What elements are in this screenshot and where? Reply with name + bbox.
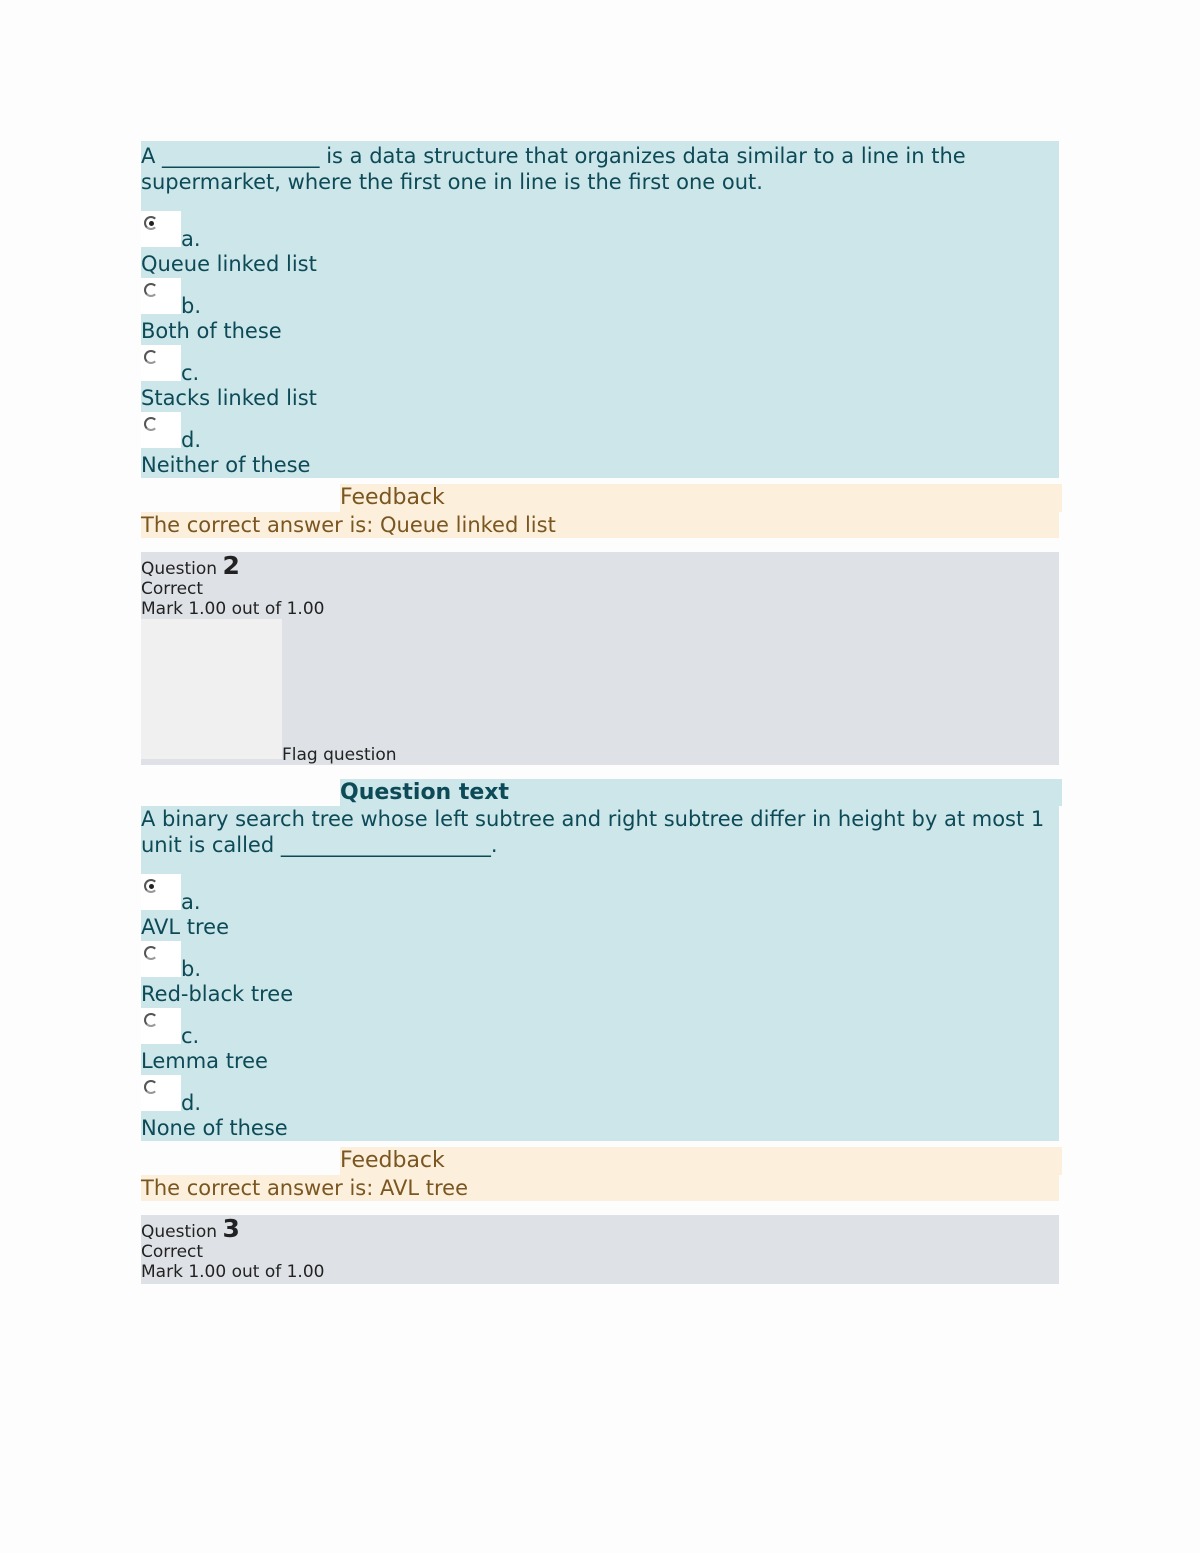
question-number	[141, 1215, 1059, 1242]
flag-question-link[interactable]: Flag question	[282, 745, 397, 765]
answer-option[interactable]	[141, 941, 1059, 1008]
radio-button[interactable]	[144, 1080, 158, 1094]
question-mark: Mark 1.00 out of 1.00	[141, 1262, 325, 1282]
answer-text: Lemma tree	[141, 1049, 268, 1073]
question-1-text: A _______________ is a data structure that organizes data similar to a line in the supermarket, where the first one in line is the first one out.	[141, 144, 966, 194]
answer-letter: d.	[181, 1091, 202, 1115]
answer-letter: a.	[181, 227, 201, 251]
radio-box	[141, 1008, 181, 1044]
question-number	[141, 552, 1059, 579]
answer-text: Both of these	[141, 319, 282, 343]
answer-option[interactable]	[141, 412, 1059, 476]
quiz-review-page	[141, 141, 1059, 1284]
answer-text: AVL tree	[141, 915, 230, 939]
question-2-content	[141, 806, 1059, 1141]
answer-text: Neither of these	[141, 453, 311, 477]
feedback-text: The correct answer is: Queue linked list	[141, 512, 1059, 538]
flag-area	[141, 619, 1059, 765]
feedback-heading: Feedback	[340, 1147, 1062, 1175]
radio-button-checked[interactable]	[144, 216, 158, 230]
answer-option[interactable]	[141, 278, 1059, 345]
question-2-info	[141, 552, 1059, 765]
radio-button[interactable]	[144, 1013, 158, 1027]
radio-button[interactable]	[144, 946, 158, 960]
question-mark: Mark 1.00 out of 1.00	[141, 599, 325, 619]
question-text-heading-wrap	[141, 779, 1059, 806]
radio-box	[141, 278, 181, 314]
feedback-1	[141, 484, 1059, 538]
question-label: Question	[141, 1222, 223, 1242]
feedback-2	[141, 1147, 1059, 1201]
question-state: Correct	[141, 1242, 204, 1262]
answer-text: None of these	[141, 1116, 288, 1140]
radio-box	[141, 211, 181, 247]
answer-letter: a.	[181, 890, 201, 914]
answer-letter: b.	[181, 294, 202, 318]
answer-letter: d.	[181, 428, 202, 452]
answer-text: Queue linked list	[141, 252, 317, 276]
answer-letter: c.	[181, 361, 200, 385]
question-state: Correct	[141, 579, 204, 599]
radio-button[interactable]	[144, 283, 158, 297]
answer-option[interactable]	[141, 1008, 1059, 1075]
question-2-text: A binary search tree whose left subtree and right subtree differ in height by at most 1 unit is called ____________________.	[141, 807, 1045, 857]
answer-option[interactable]	[141, 345, 1059, 412]
radio-box	[141, 412, 181, 448]
radio-box	[141, 1075, 181, 1111]
answer-option[interactable]	[141, 1075, 1059, 1139]
question-2-answers	[141, 874, 1059, 1141]
flag-image-placeholder[interactable]	[141, 619, 282, 759]
radio-box	[141, 345, 181, 381]
question-1-answers	[141, 211, 1059, 478]
radio-button[interactable]	[144, 417, 158, 431]
answer-letter: b.	[181, 957, 202, 981]
question-label: Question	[141, 559, 223, 579]
answer-option[interactable]	[141, 874, 1059, 941]
question-number-value: 2	[222, 551, 240, 580]
answer-text: Red-black tree	[141, 982, 294, 1006]
feedback-heading: Feedback	[340, 484, 1062, 512]
answer-option[interactable]	[141, 211, 1059, 278]
answer-letter: c.	[181, 1024, 200, 1048]
feedback-text: The correct answer is: AVL tree	[141, 1175, 1059, 1201]
radio-button-checked[interactable]	[144, 879, 158, 893]
answer-text: Stacks linked list	[141, 386, 317, 410]
question-3-info	[141, 1215, 1059, 1284]
radio-box	[141, 941, 181, 977]
radio-box	[141, 874, 181, 910]
radio-button[interactable]	[144, 350, 158, 364]
question-text-heading: Question text	[340, 779, 1062, 806]
question-number-value: 3	[222, 1214, 240, 1243]
question-1-content	[141, 141, 1059, 478]
